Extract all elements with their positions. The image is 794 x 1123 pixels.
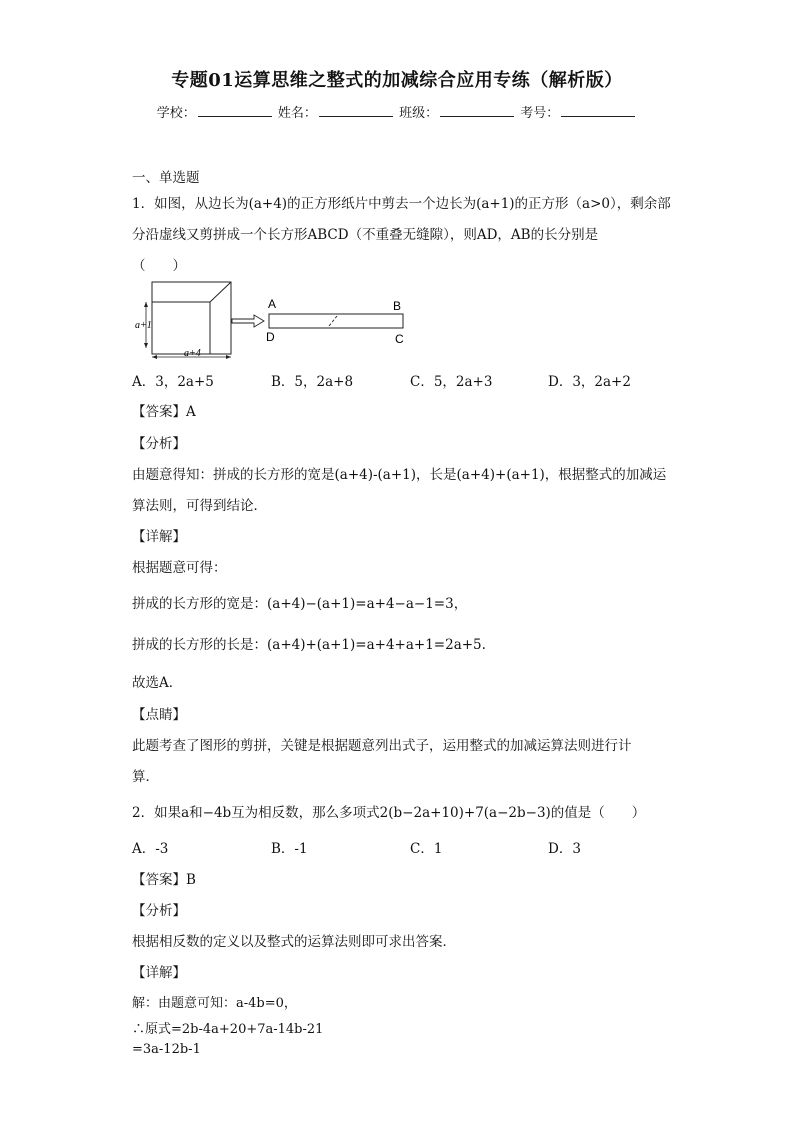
q2-option-b[interactable]: B．-1 xyxy=(271,841,308,857)
inner-square xyxy=(152,302,210,354)
q1-option-b[interactable]: B．5，2a+8 xyxy=(271,374,354,390)
class-blank[interactable] xyxy=(440,104,514,117)
q2-answer: 【答案】B xyxy=(132,872,196,888)
q2-stem-line1: 2．如果a和−4b互为相反数，那么多项式2(b−2a+10)+7(a−2b−3)的值是（ ） xyxy=(132,805,646,821)
q1-detail-line4: 故选A． xyxy=(132,675,183,691)
q1-detail-line2: 拼成的长方形的宽是：(a+4)−(a+1)=a+4−a−1=3， xyxy=(132,596,468,612)
q2-detail-line1: 解：由题意可知：a-4b=0， xyxy=(132,996,297,1011)
name-label: 姓名： xyxy=(277,106,317,121)
q2-detail-line3: =3a-12b-1 xyxy=(132,1042,201,1057)
class-label: 班级： xyxy=(399,106,439,121)
side-label: a+1 xyxy=(135,320,152,331)
student-info-line xyxy=(0,102,794,121)
label-b: B xyxy=(393,299,402,313)
q1-stem-line2: 分沿虚线又剪拼成一个长方形ABCD（不重叠无缝隙），则AD，AB的长分别是 xyxy=(132,227,599,243)
q2-option-d[interactable]: D．3 xyxy=(548,841,581,857)
q2-option-c[interactable]: C．1 xyxy=(410,841,443,857)
q1-analysis-line2: 算法则，可得到结论． xyxy=(132,498,267,514)
q1-comment-heading: 【点睛】 xyxy=(132,707,186,723)
q2-analysis-heading: 【分析】 xyxy=(132,903,186,919)
arrow-down-icon xyxy=(144,343,148,348)
bottom-label: a+4 xyxy=(184,348,201,359)
arrow-left-icon xyxy=(152,355,157,359)
q1-comment-line2: 算． xyxy=(132,769,159,785)
exam-no-label: 考号： xyxy=(520,106,560,121)
dashed-cut xyxy=(329,316,337,326)
q1-comment-line1: 此题考查了图形的剪拼，关键是根据题意列出式子，运用整式的加减运算法则进行计 xyxy=(132,738,632,754)
exam-no-blank[interactable] xyxy=(561,104,635,117)
q1-analysis-heading: 【分析】 xyxy=(132,436,186,452)
q1-answer: 【答案】A xyxy=(132,404,196,420)
q1-option-c[interactable]: C．5，2a+3 xyxy=(410,374,493,390)
arrow-up-icon xyxy=(144,302,148,307)
q2-analysis-line1: 根据相反数的定义以及整式的运算法则即可求出答案． xyxy=(132,934,456,950)
page-title: 专题01运算思维之整式的加减综合应用专练（解析版） xyxy=(171,70,623,91)
q1-detail-line1: 根据题意可得： xyxy=(132,560,227,576)
q2-detail-line2: ∴原式=2b-4a+20+7a-14b-21 xyxy=(132,1022,324,1037)
q1-option-d[interactable]: D．3，2a+2 xyxy=(548,374,631,390)
q1-detail-line3: 拼成的长方形的长是：(a+4)+(a+1)=a+4+a+1=2a+5. xyxy=(132,637,486,653)
arrow-right-icon xyxy=(226,355,231,359)
q1-detail-heading: 【详解】 xyxy=(132,529,186,545)
q2-detail-heading: 【详解】 xyxy=(132,965,186,981)
q2-option-a[interactable]: A．-3 xyxy=(132,841,169,857)
school-blank[interactable] xyxy=(198,104,272,117)
label-c: C xyxy=(395,332,404,346)
q1-stem-line1: 1．如图，从边长为(a+4)的正方形纸片中剪去一个边长为(a+1)的正方形（a>0），剩余部 xyxy=(132,196,671,212)
hollow-arrow-icon xyxy=(232,315,264,327)
rectangle-abcd xyxy=(269,314,403,328)
label-d: D xyxy=(266,330,275,344)
school-label: 学校： xyxy=(156,106,196,121)
q1-analysis-line1: 由题意得知：拼成的长方形的宽是(a+4)-(a+1)，长是(a+4)+(a+1)，根据整式的加减运 xyxy=(132,467,667,483)
cut-line xyxy=(210,282,231,302)
section-heading: 一、单选题 xyxy=(132,170,200,186)
q1-stem-line3: （ ） xyxy=(132,258,186,274)
label-a: A xyxy=(268,297,277,311)
q1-figure xyxy=(132,280,422,365)
name-blank[interactable] xyxy=(319,104,393,117)
q1-option-a[interactable]: A．3，2a+5 xyxy=(132,374,214,390)
